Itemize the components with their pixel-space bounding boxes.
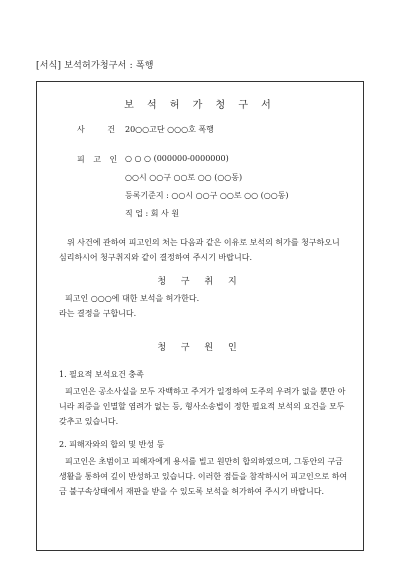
case-label: 사 건 xyxy=(77,125,125,134)
document-title: 보 석 허 가 청 구 서 xyxy=(124,100,276,111)
reason-2-heading: 2. 피해자와의 합의 및 반성 등 xyxy=(59,440,165,449)
purpose-line-2: 라는 결정을 구합니다. xyxy=(59,309,137,318)
reason-1-body: 피고인은 공소사실을 모두 자백하고 주거가 일정하여 도주의 우려가 없을 뿐만 아니라 죄증을 인멸할 염려가 없는 등, 형사소송법이 정한 필요적 보석의 요건을 모두 갖추고 있습니다. xyxy=(59,387,346,426)
defendant-name: ○ ○ ○ (000000-0000000) xyxy=(125,154,229,163)
defendant-label: 피 고 인 xyxy=(77,155,121,164)
reason-heading: 청 구 원 인 xyxy=(157,343,243,353)
purpose-line-1: 피고인 ○○○에 대한 보석을 허가한다. xyxy=(65,294,200,303)
purpose-heading: 청 구 취 지 xyxy=(157,277,243,287)
defendant-registered-address: 등록기준지 : ○○시 ○○구 ○○로 ○○ (○○동) xyxy=(125,191,289,200)
reason-1-heading: 1. 필요적 보석요건 충족 xyxy=(59,370,144,379)
case-value: 20○○고단 ○○○호 폭행 xyxy=(125,125,214,134)
intro-paragraph: 위 사건에 관하여 피고인의 처는 다음과 같은 이유로 보석의 허가를 청구하오니 심리하시어 청구취지와 같이 결정하여 주시기 바랍니다. xyxy=(59,238,340,262)
reason-2-body: 피고인은 초범이고 피해자에게 용서를 빌고 원만히 합의하였으며, 그동안의 구금생활을 통하여 깊이 반성하고 있습니다. 이러한 점들을 참작하시어 피고인으로 하여금 불구속상태에서 재판을 받을 수 있도록 보석을 허가하여 주시기 바랍니다. xyxy=(59,457,348,496)
defendant-occupation: 직 업 : 회 사 원 xyxy=(125,209,180,218)
form-caption: [서식] 보석허가청구서 : 폭행 xyxy=(36,61,154,71)
document-frame xyxy=(36,81,364,551)
defendant-address: ○○시 ○○구 ○○로 ○○ (○○동) xyxy=(125,173,243,182)
